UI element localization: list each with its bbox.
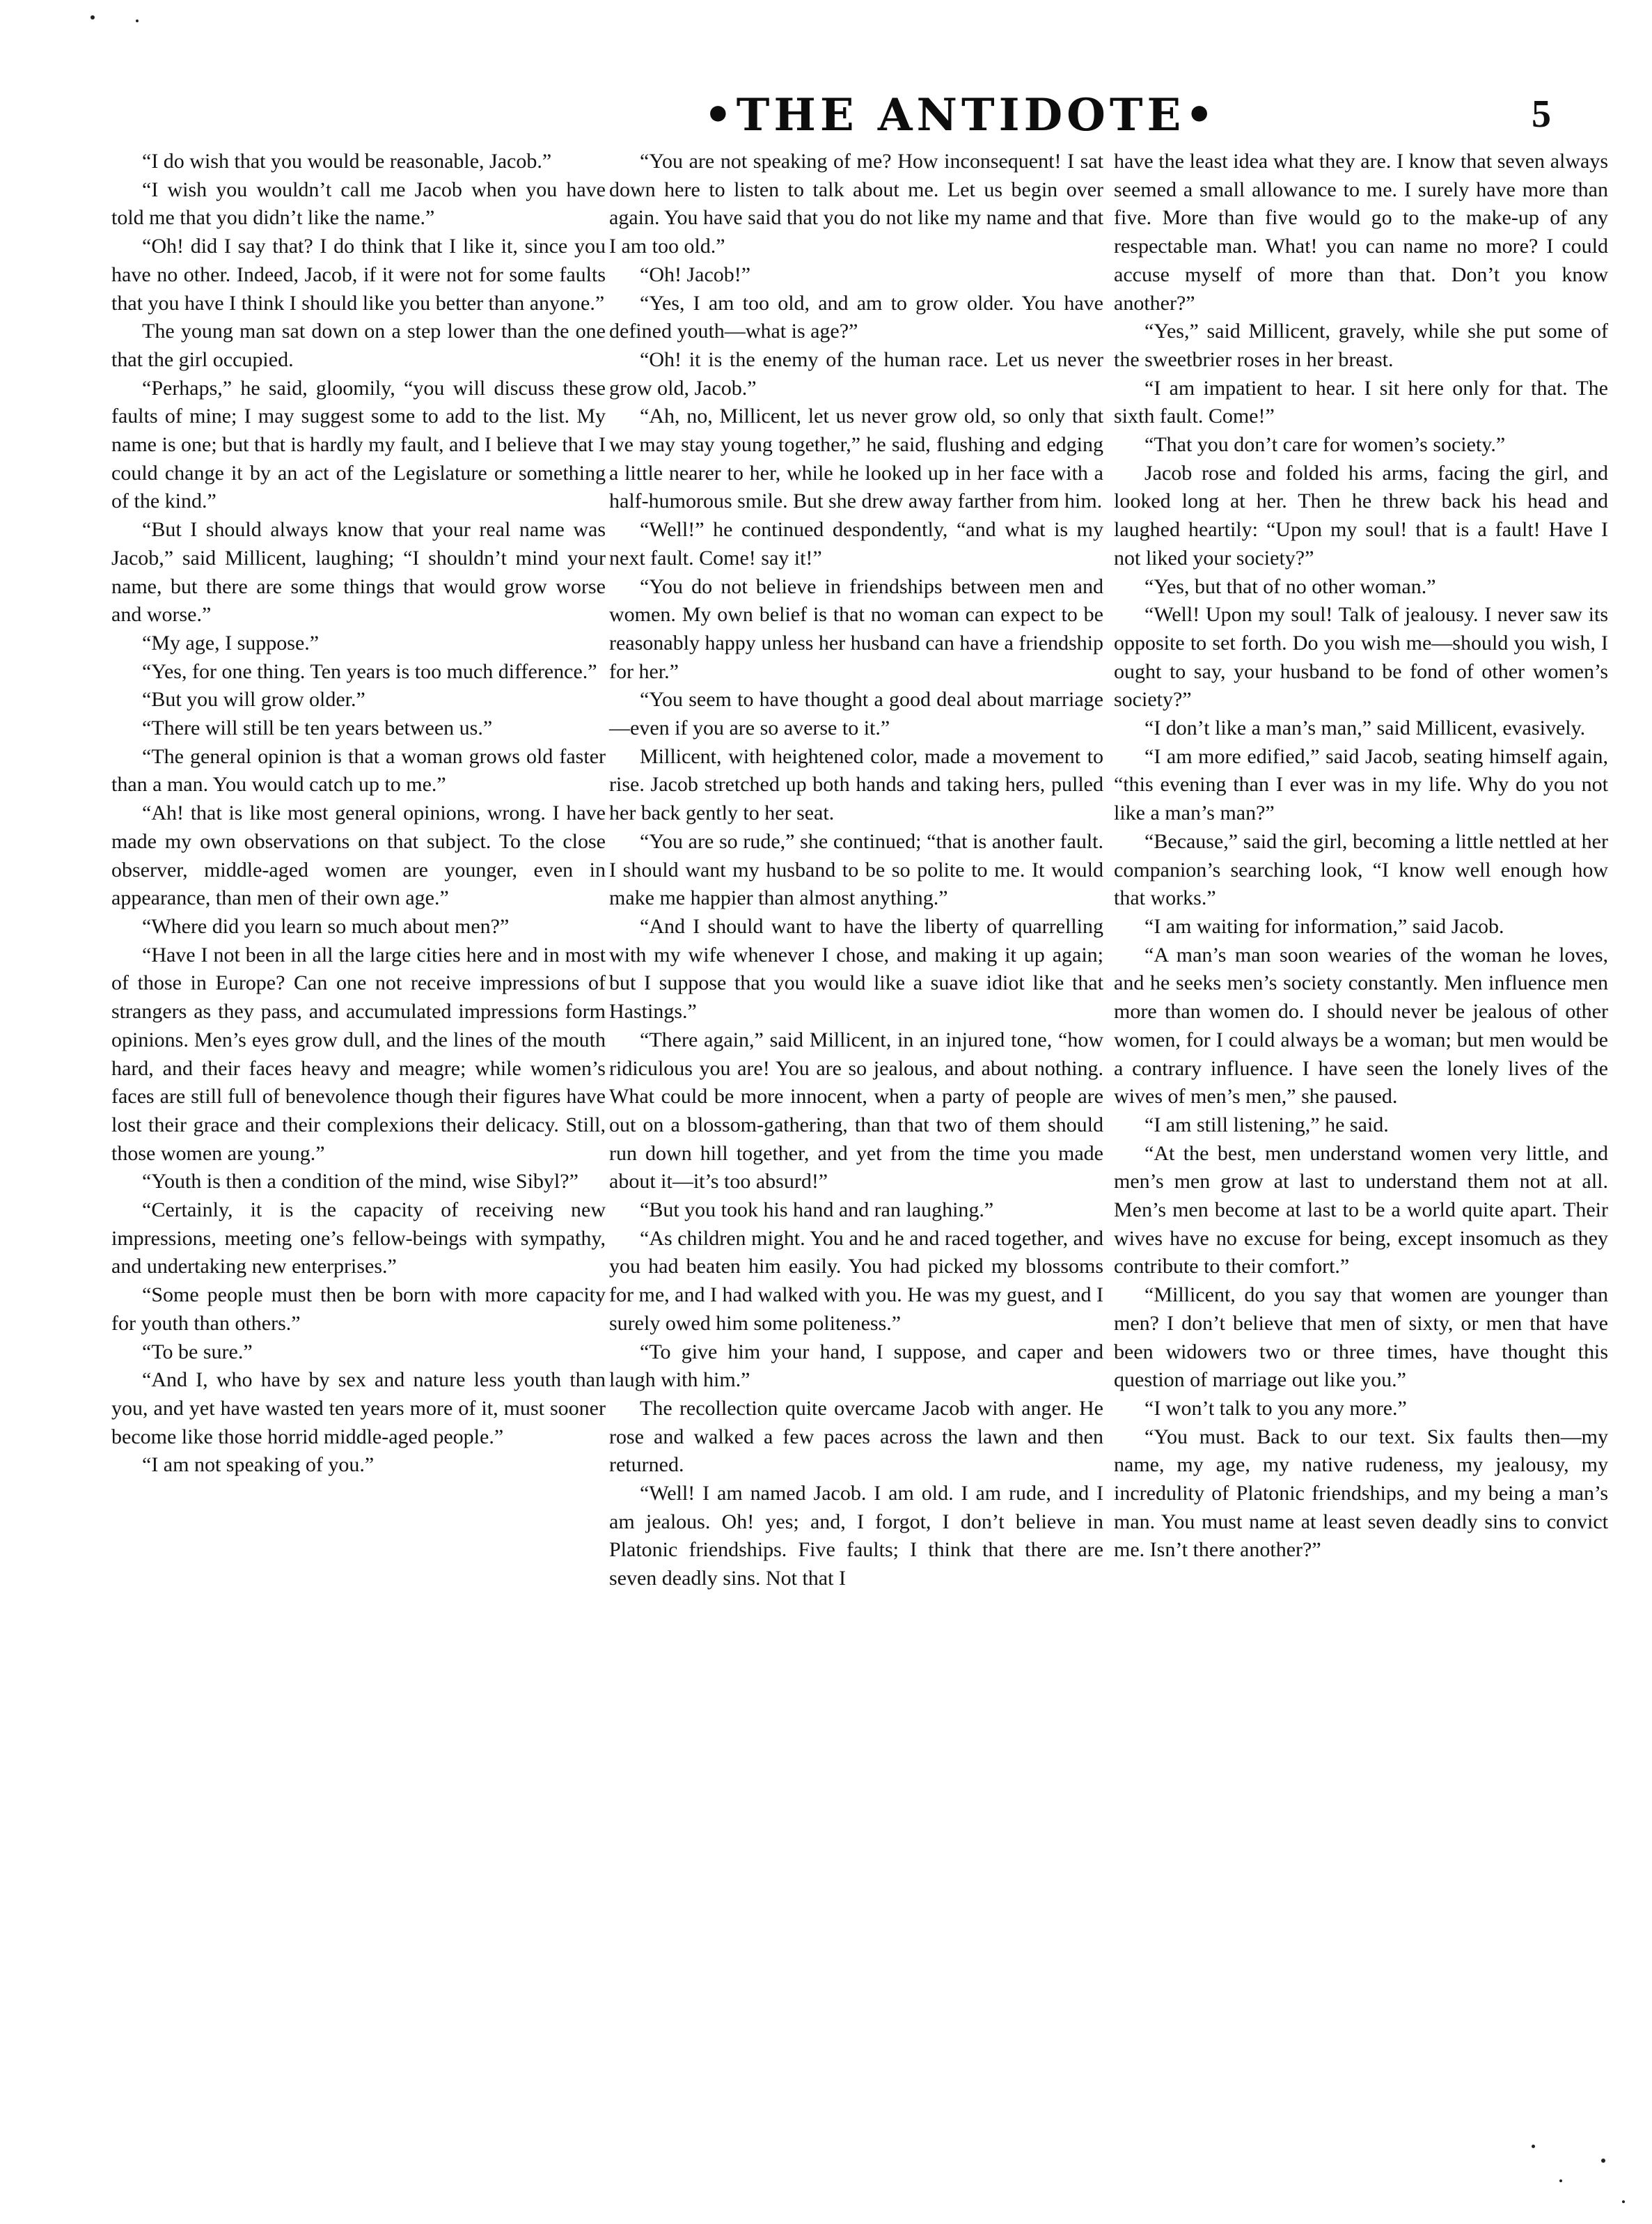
masthead-title: •THE ANTIDOTE• [703,88,1218,141]
paragraph: “A man’s man soon wearies of the woman he loves, and he seeks men’s society constantly. Men influence men more than women do. I should never be jealous of other women, for I could always be a woman; but men would be a contrary influence. I have seen the lonely lives of the wives of men’s men,” she paused. [1114,943,1608,1109]
paragraph: “Some people must then be born with more capacity for youth than others.” [111,1283,606,1335]
text-column-3 [1114,148,1608,1565]
paragraph: “Oh! it is the enemy of the human race. Let us never grow old, Jacob.” [609,347,1103,400]
paragraph: “At the best, men understand women very little, and men’s men grow at last to understand them not at all. Men’s men become at last to be a world quite apart. Their wives have no excuse for being, except insomuch as they contribute to their comfort.” [1114,1141,1608,1278]
paragraph: “I am waiting for information,” said Jacob. [1144,914,1504,938]
paragraph: “Ah! that is like most general opinions, wrong. I have made my own observations on that subject. To the close observer, middle-aged women are younger, even in appearance, than men of their own age.” [111,801,606,910]
paragraph: “You are so rude,” she continued; “that is another fault. I should want my husband to be so polite to me. It would make me happier than almost anything.” [609,829,1103,910]
scan-speck [91,15,95,19]
paragraph: “Youth is then a condition of the mind, wise Sibyl?” [142,1170,579,1193]
paragraph: “Certainly, it is the capacity of receiving new impressions, meeting one’s fellow-beings with sympathy, and undertaking new enterprises.” [111,1198,606,1278]
paragraph: “As children might. You and he and raced together, and you had beaten him easily. You had picked my blossoms for me, and I had walked with you. He was my guest, and I surely owed him some politeness.” [609,1226,1103,1335]
paragraph: “Yes, but that of no other woman.” [1144,574,1436,598]
paragraph: “I am more edified,” said Jacob, seating himself again, “this evening than I ever was in my life. Why do you not like a man’s man?” [1114,744,1608,825]
paragraph: Jacob rose and folded his arms, facing the girl, and looked long at her. Then he threw back his head and laughed heartily: “Upon my soul! that is a fault! Have I not liked your society?” [1114,461,1608,570]
paragraph: “To give him your hand, I suppose, and caper and laugh with him.” [609,1340,1103,1392]
paragraph: “And I should want to have the liberty of quarrelling with my wife whenever I chose, and making it up again; but I suppose that you would like a suave idiot like that Hastings.” [609,914,1103,1024]
paragraph: “I am impatient to hear. I sit here only for that. The sixth fault. Come!” [1114,376,1608,428]
paragraph: “Well! I am named Jacob. I am old. I am rude, and I am jealous. Oh! yes; and, I forgot, I don’t believe in Platonic friendships. Five faults; I think that there are seven deadly sins. Not that I [609,1482,1103,1590]
paragraph: “Have I not been in all the large cities here and in most of those in Europe? Can one not receive impressions of strangers as they pass, and accumulated impressions form opinions. Men’s eyes grow dull, and the lines of the mouth hard, and their faces heavy and meagre; while women’s faces are still full of benevolence though their figures have lost their grace and their complexions their delicacy. Still, those women are young.” [111,943,606,1165]
paragraph: “To be sure.” [142,1340,253,1363]
paragraph: “Well!” he continued despondently, “and what is my next fault. Come! say it!” [609,518,1103,570]
paragraph: “I am still listening,” he said. [1144,1113,1389,1136]
paragraph: “And I, who have by sex and nature less youth than you, and yet have wasted ten years more of it, must sooner become like those horrid middle-aged people.” [111,1368,606,1448]
text-column-1 [111,148,606,1480]
paragraph: “The general opinion is that a woman grows old faster than a man. You would catch up to me.” [111,744,606,797]
paragraph: The recollection quite overcame Jacob with anger. He rose and walked a few paces across the lawn and then returned. [609,1396,1103,1477]
paragraph: “Oh! Jacob!” [640,263,751,286]
page-number: 5 [1532,93,1551,136]
paragraph: “I do wish that you would be reasonable, Jacob.” [142,150,552,173]
paragraph: “Millicent, do you say that women are younger than men? I don’t believe that men of sixty, or men that have been widowers two or three times, have thought this question of marriage out like you.” [1114,1283,1608,1392]
paragraph: “You are not speaking of me? How inconsequent! I sat down here to listen to talk about me. Let us begin over again. You have said that you do not like my name and that I am too old.” [609,150,1103,258]
paragraph: “Because,” said the girl, becoming a little nettled at her companion’s searching look, “I know well enough how that works.” [1114,829,1608,910]
paragraph: “Where did you learn so much about men?” [142,914,510,938]
paragraph: “Oh! did I say that? I do think that I like it, since you have no other. Indeed, Jacob, if it were not for some faults that you have I think I should like you better than anyone.” [111,235,606,315]
paragraph: “That you don’t care for women’s society.” [1144,433,1506,457]
paragraph: “But you took his hand and ran laughing.” [640,1198,994,1222]
scan-speck [1601,2159,1605,2163]
paragraph: “I am not speaking of you.” [142,1453,375,1477]
paragraph: “My age, I suppose.” [142,631,320,655]
scan-speck [1532,2145,1535,2148]
paragraph: The young man sat down on a step lower than the one that the girl occupied. [111,320,606,371]
scan-speck [1622,2200,1625,2203]
paragraph: “I wish you wouldn’t call me Jacob when you have told me that you didn’t like the name.” [111,178,606,230]
paragraph: “Yes,” said Millicent, gravely, while she put some of the sweetbrier roses in her breast. [1114,320,1608,371]
paragraph: “But I should always know that your real name was Jacob,” said Millicent, laughing; “I shouldn’t mind your name, but there are some things that would grow worse and worse.” [111,518,606,627]
paragraph: Millicent, with heightened color, made a movement to rise. Jacob stretched up both hands and taking hers, pulled her back gently to her seat. [609,744,1103,825]
paragraph: “You seem to have thought a good deal about marriage—even if you are so averse to it.” [609,688,1103,740]
paragraph: “You do not believe in friendships between men and women. My own belief is that no woman can expect to be reasonably happy unless her husband can have a friendship for her.” [609,574,1103,683]
paragraph: “There again,” said Millicent, in an injured tone, “how ridiculous you are! You are so jealous, and about nothing. What could be more innocent, when a party of people are out on a blossom-gathering, than that two of them should run down hill together, and yet from the time you made about it—it’s too absurd!” [609,1028,1103,1193]
paragraph: “Yes, for one thing. Ten years is too much difference.” [142,659,597,683]
text-column-2 [609,148,1103,1593]
scan-speck [136,19,139,22]
paragraph: “Yes, I am too old, and am to grow older. You have defined youth—what is age?” [609,291,1103,343]
paragraph: “Well! Upon my soul! Talk of jealousy. I never saw its opposite to set forth. Do you wish me—should you wish, I ought to say, your husband to be fond of other women’s society?” [1114,603,1608,712]
paragraph: “I won’t talk to you any more.” [1144,1396,1407,1420]
paragraph: “Perhaps,” he said, gloomily, “you will discuss these faults of mine; I may suggest some to add to the list. My name is one; but that is hardly my fault, and I believe that I could change it by an act of the Legislature or something of the kind.” [111,376,606,513]
paragraph: “There will still be ten years between us.” [142,716,493,740]
paragraph: “I don’t like a man’s man,” said Millicent, evasively. [1144,716,1586,740]
paragraph: “But you will grow older.” [142,688,365,712]
paragraph: “You must. Back to our text. Six faults then—my name, my age, my native rudeness, my jealousy, my incredulity of Platonic friendships, and my being a man’s man. You must name at least seven deadly sins to convict me. Isn’t there another?” [1114,1425,1608,1562]
paragraph: have the least idea what they are. I know that seven always seemed a small allowance to me. I surely have more than five. More than five would go to the make-up of any respectable man. What! you can name no more? I could accuse myself of more than that. Don’t you know another?” [1114,150,1608,315]
paragraph: “Ah, no, Millicent, let us never grow old, so only that we may stay young together,” he said, flushing and edging a little nearer to her, while he looked up in her face with a half-humorous smile. But she drew away farther from him. [609,405,1103,513]
scan-speck [1559,2179,1562,2182]
